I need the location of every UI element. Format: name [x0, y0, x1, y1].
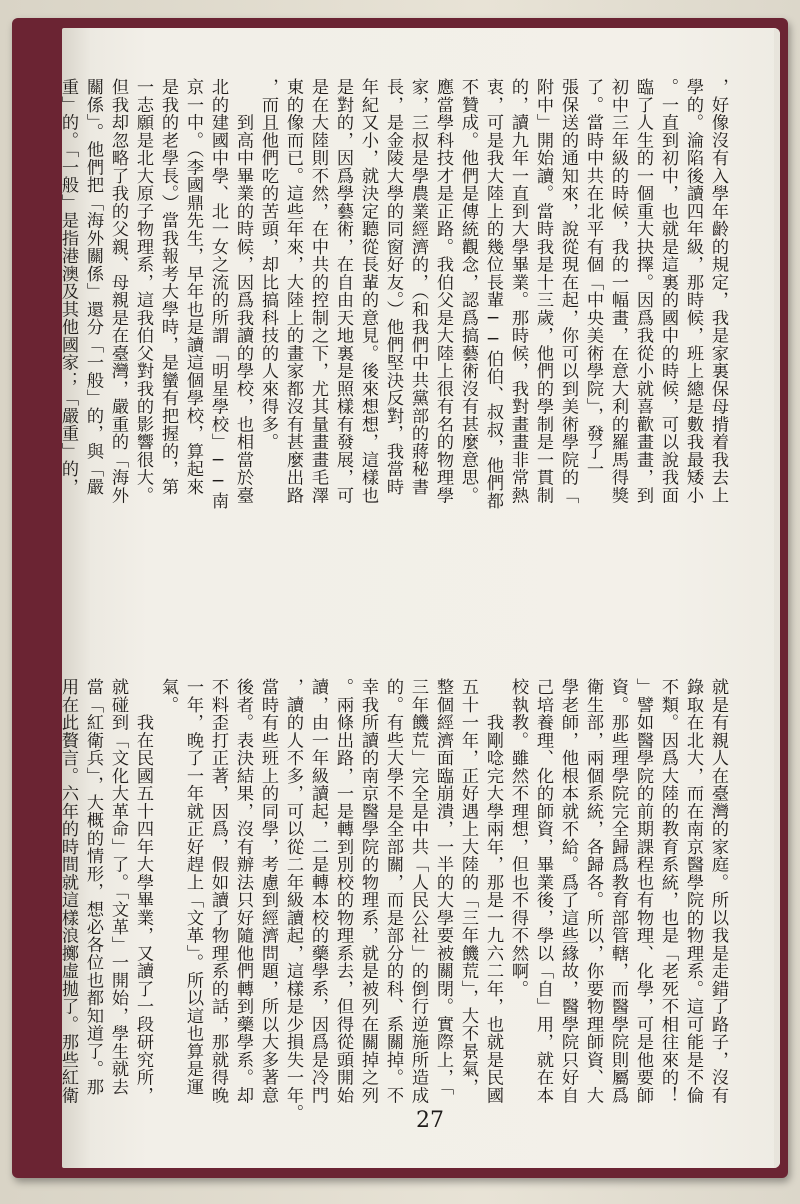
text-column: 幸我所讀的南京醫學院的物理系，就是被列在關掉之列	[358, 678, 378, 1104]
text-column: 當「紅衛兵」，大概的情形，想必各位也都知道了。那	[83, 678, 103, 1096]
text-column: 學老師，他根本就不給。爲了這些緣故，醫學院只好自	[558, 678, 578, 1104]
text-column: 是我的老學長。）當我報考大學時，是蠻有把握的，第	[158, 78, 178, 496]
text-column: 校執教。雖然不理想，但也不得不然啊。	[508, 678, 528, 998]
book-page	[58, 28, 780, 1168]
text-column: 是對的，因爲學藝術，在自由天地裏是照樣有發展，可	[333, 78, 353, 504]
text-column: 用在此贅言。六年的時間就這樣浪擲虛拋了。那些紅衛	[58, 678, 78, 1104]
text-column: 東的像而已。這些年來，大陸上的畫家都沒有甚麼出路	[283, 78, 303, 504]
text-column: 當時有些班上的同學，考慮到經濟問題，所以大多著意	[258, 678, 278, 1104]
text-column: 京一中。（李國鼎先生，早年也是讀這個學校，算起來	[183, 78, 203, 496]
text-column: 是在大陸則不然，在中共的控制之下，尤其量畫畫毛澤	[308, 78, 328, 504]
text-column: 的，讀九年一直到大學畢業。那時候，我對畫畫非常熱	[508, 78, 528, 504]
text-column: 但我却忽略了我的父親、母親是在臺灣，嚴重的「海外	[108, 78, 128, 504]
text-column: 整個經濟面臨崩潰，一半的大學要被關閉。實際上，「	[433, 678, 453, 1096]
text-column: 長，是金陵大學的同窗好友。）他們堅決反對，我當時	[383, 78, 403, 496]
text-column: 年紀又小，就決定聽從長輩的意見。後來想想，這樣也	[358, 78, 378, 504]
text-column: 重」的。「一般」是指港澳及其他國家；「嚴重」的，	[58, 78, 78, 496]
text-column: 不贊成。他們是傳統觀念，認爲搞藝術沒有甚麼意思。	[458, 78, 478, 504]
text-column: 北的建國中學、北一女之流的所謂「明星學校」──南	[208, 78, 228, 510]
text-column: 。兩條出路，一是轉到別校的物理系去，但得從頭開始	[333, 678, 353, 1104]
text-column: 己培養理、化的師資，畢業後，學以「自」用，就在本	[533, 678, 553, 1104]
text-column: 錄取在北大，而在南京醫學院的物理系。這可能是不倫	[683, 678, 703, 1104]
text-column: ，而且他們吃的苦頭，却比搞科技的人來得多。	[258, 78, 278, 451]
text-column: ，好像沒有入學年齡的規定，我是家裏保母揹着我去上	[708, 78, 728, 504]
text-column: 就碰到「文化大革命」了。「文革」一開始，學生就去	[108, 678, 128, 1096]
text-column: 學的。淪陷後讀四年級，那時候，班上總是數我最矮小	[683, 78, 703, 504]
text-column: 了。當時中共在北平有個「中央美術學院」，發了一	[583, 78, 603, 478]
text-column: 關係」。他們把「海外關係」還分「一般」的，與「嚴	[83, 78, 103, 496]
page-edge	[774, 28, 780, 1168]
text-column: 衷，可是我大陸上的幾位長輩──伯伯、叔叔，他們都	[483, 78, 503, 510]
text-column: ，讀的人不多，可以從二年級讀起，這樣是少損失一年。	[283, 678, 303, 1122]
text-column: 」譬如醫學院的前期課程也有物理、化學，可是他要師	[633, 678, 653, 1104]
text-column: 應當學科技才是正路。我伯父是大陸上很有名的物理學	[433, 78, 453, 504]
text-column: 。一直到初中，也就是這裏的國中的時候，可以說我面	[658, 78, 678, 504]
text-column: 附中」開始讀。當時我是十三歲，他們的學制是一貫制	[533, 78, 553, 504]
text-column: 家，三叔是學農業經濟的，（和我們中共黨部的蔣秘書	[408, 78, 428, 496]
text-column: 資。那些理學院完全歸爲教育部管轄，而醫學院則屬爲	[608, 678, 628, 1104]
text-column: 一年，晚了一年就正好趕上「文革」。所以這也算是運	[183, 678, 203, 1096]
text-column: 讀，由一年級讀起，二是轉本校的藥學系，因爲是冷門	[308, 678, 328, 1104]
text-column: 初中三年級的時候，我的一幅畫，在意大利的羅馬得獎	[608, 78, 628, 504]
text-column: 不類。因爲大陸的教育系統，也是「老死不相往來的！	[658, 678, 678, 1104]
text-column: 氣。	[158, 678, 178, 714]
text-column: 的。有些大學不是全部關，而是部分的科、系關掉。不	[383, 678, 403, 1104]
text-column: 不料歪打正著，因爲，假如讀了物理系的話，那就得晚	[208, 678, 228, 1104]
text-column: 一志願是北大原子物理系，這我伯父對我的影響很大。	[133, 78, 153, 504]
text-column: 我剛唸完大學兩年，那是一九六二年，也就是民國	[483, 678, 503, 1104]
text-column: 衛生部，兩個系統，各歸各。所以，你要物理師資、大	[583, 678, 603, 1104]
text-column: 就是有親人在臺灣的家庭。所以我是走錯了路子，沒有	[708, 678, 728, 1104]
page-number: 27	[416, 1108, 444, 1133]
text-column: 到高中畢業的時候，因爲我讀的學校，也相當於臺	[233, 78, 253, 504]
text-column: 三年饑荒」完全是中共「人民公社」的倒行逆施所造成	[408, 678, 428, 1104]
upper-text-block	[55, 78, 730, 638]
text-column: 臨了人生的一個重大抉擇。因爲我從小就喜歡畫畫，到	[633, 78, 653, 504]
text-column: 五十一年，正好遇上大陸的「三年饑荒」，大不景氣，	[458, 678, 478, 1096]
text-column: 後者。表決結果，沒有辦法只好隨他們轉到藥學系。却	[233, 678, 253, 1104]
text-column: 張保送的通知來，說從現在起，你可以到美術學院的「	[558, 78, 578, 504]
text-column: 我在民國五十四年大學畢業，又讀了一段研究所，	[133, 678, 153, 1104]
